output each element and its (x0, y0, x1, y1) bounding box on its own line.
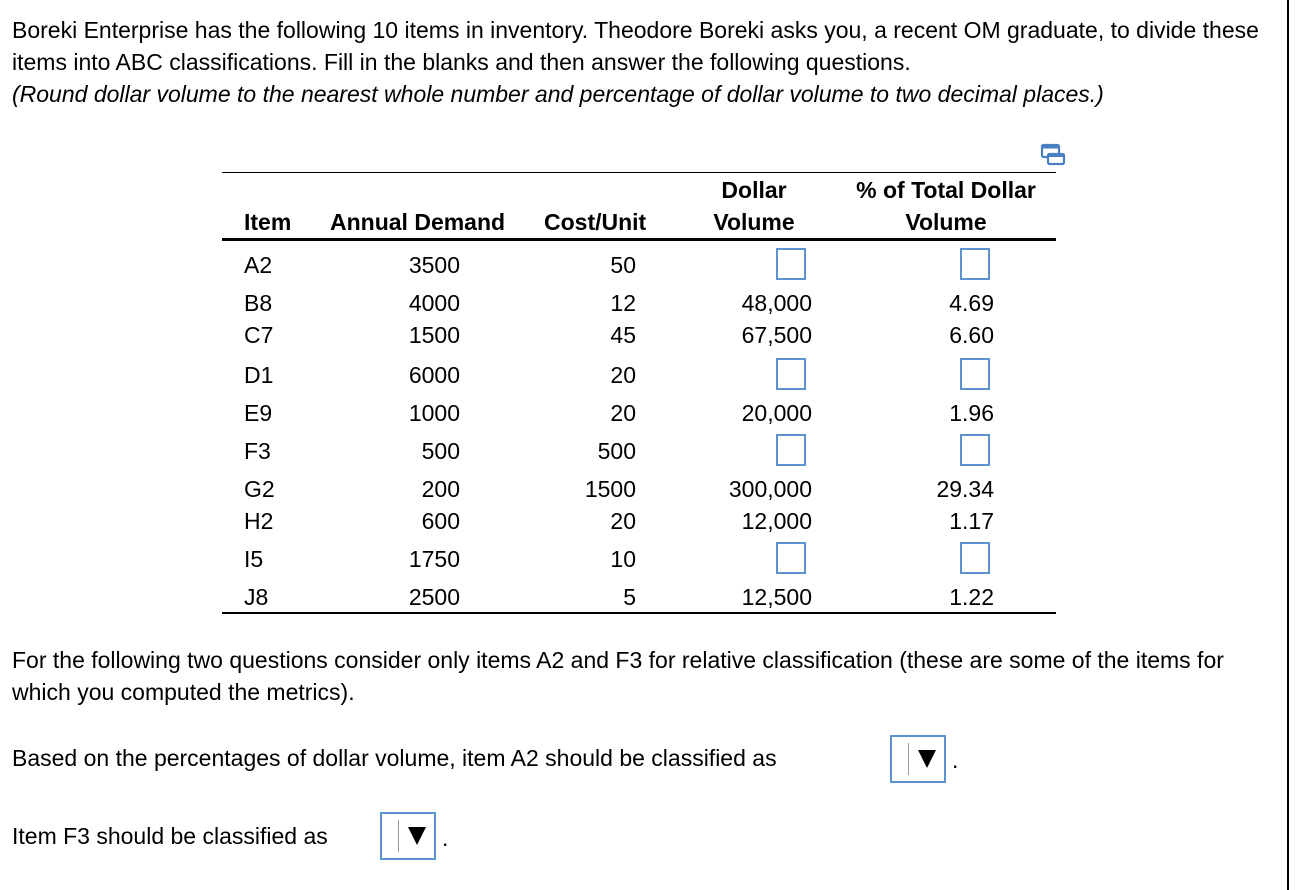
questions-context: For the following two questions consider only items A2 and F3 for relative classification (these are some of the items for which you computed the metrics). (12, 647, 1224, 705)
header-item: Item (244, 209, 292, 235)
cell-item: C7 (244, 322, 274, 348)
cell-item: F3 (244, 438, 271, 464)
dollar-volume-input-f3[interactable] (776, 434, 806, 466)
cell-cost: 20 (610, 508, 636, 534)
cell-cost: 1500 (584, 476, 636, 502)
dollar-volume-input-i5[interactable] (776, 542, 806, 574)
question-a2-label: Based on the percentages of dollar volume, item A2 should be classified as (12, 745, 777, 771)
header-dollar-volume-line2: Volume (713, 209, 795, 235)
cell-pct: 4.69 (949, 290, 994, 316)
cell-demand: 1750 (408, 546, 460, 572)
cell-item: A2 (244, 252, 273, 278)
dropdown-divider (908, 743, 909, 775)
cell-cost: 20 (610, 362, 636, 388)
cell-dollar-volume: 12,500 (741, 584, 812, 610)
cell-item: E9 (244, 400, 273, 426)
cell-demand: 4000 (408, 290, 460, 316)
cell-demand: 500 (421, 438, 460, 464)
cell-demand: 3500 (408, 252, 460, 278)
cell-demand: 600 (421, 508, 460, 534)
cell-cost: 10 (610, 546, 636, 572)
cell-dollar-volume: 67,500 (741, 322, 812, 348)
header-annual-demand: Annual Demand (330, 209, 506, 235)
period: . (442, 825, 449, 851)
cell-pct: 1.22 (949, 584, 994, 610)
cell-item: G2 (244, 476, 275, 502)
cell-demand: 1500 (408, 322, 460, 348)
cell-cost: 5 (623, 584, 636, 610)
cell-dollar-volume: 300,000 (728, 476, 812, 502)
triangle-down-icon (408, 827, 426, 845)
cell-item: I5 (244, 546, 264, 572)
cell-pct: 1.17 (949, 508, 994, 534)
table-header-rule (222, 238, 1056, 241)
cell-item: J8 (244, 584, 269, 610)
cell-cost: 500 (597, 438, 636, 464)
cell-cost: 12 (610, 290, 636, 316)
cell-pct: 1.96 (949, 400, 994, 426)
rounding-note: (Round dollar volume to the nearest whole number and percentage of dollar volume to two decimal places.) (12, 81, 1104, 107)
cell-item: H2 (244, 508, 274, 534)
pct-volume-input-d1[interactable] (960, 358, 990, 390)
cell-cost: 20 (610, 400, 636, 426)
cell-demand: 1000 (408, 400, 460, 426)
cell-pct: 6.60 (949, 322, 994, 348)
cell-dollar-volume: 48,000 (741, 290, 812, 316)
header-dollar-volume-line1: Dollar (721, 177, 787, 203)
cell-dollar-volume: 20,000 (741, 400, 812, 426)
header-cost-unit: Cost/Unit (544, 209, 647, 235)
cell-dollar-volume: 12,000 (741, 508, 812, 534)
cell-demand: 6000 (408, 362, 460, 388)
cell-cost: 50 (610, 252, 636, 278)
cell-pct: 29.34 (936, 476, 994, 502)
dollar-volume-input-a2[interactable] (776, 248, 806, 280)
triangle-down-icon (918, 750, 936, 768)
classification-dropdown-a2[interactable] (890, 735, 946, 783)
cell-item: D1 (244, 362, 274, 388)
pct-volume-input-i5[interactable] (960, 542, 990, 574)
problem-text: Boreki Enterprise has the following 10 items in inventory. Theodore Boreki asks you, a recent OM graduate, to divide these items into ABC classifications. Fill in the blanks and then answer the following questions. (12, 17, 1259, 75)
classification-dropdown-f3[interactable] (380, 812, 436, 860)
pct-volume-input-f3[interactable] (960, 434, 990, 466)
page-right-border (1287, 0, 1289, 890)
header-pct-total-line1: % of Total Dollar (856, 177, 1036, 203)
problem-statement (12, 14, 1272, 110)
copy-table-icon[interactable] (1040, 142, 1066, 166)
dropdown-divider (398, 820, 399, 852)
table-top-rule (222, 172, 1056, 173)
dollar-volume-input-d1[interactable] (776, 358, 806, 390)
period: . (952, 747, 959, 773)
cell-demand: 200 (421, 476, 460, 502)
cell-demand: 2500 (408, 584, 460, 610)
cell-item: B8 (244, 290, 273, 316)
pct-volume-input-a2[interactable] (960, 248, 990, 280)
cell-cost: 45 (610, 322, 636, 348)
header-pct-total-line2: Volume (905, 209, 987, 235)
abc-inventory-table (222, 172, 1056, 614)
table-bottom-rule (222, 612, 1056, 614)
question-f3-label: Item F3 should be classified as (12, 823, 328, 849)
